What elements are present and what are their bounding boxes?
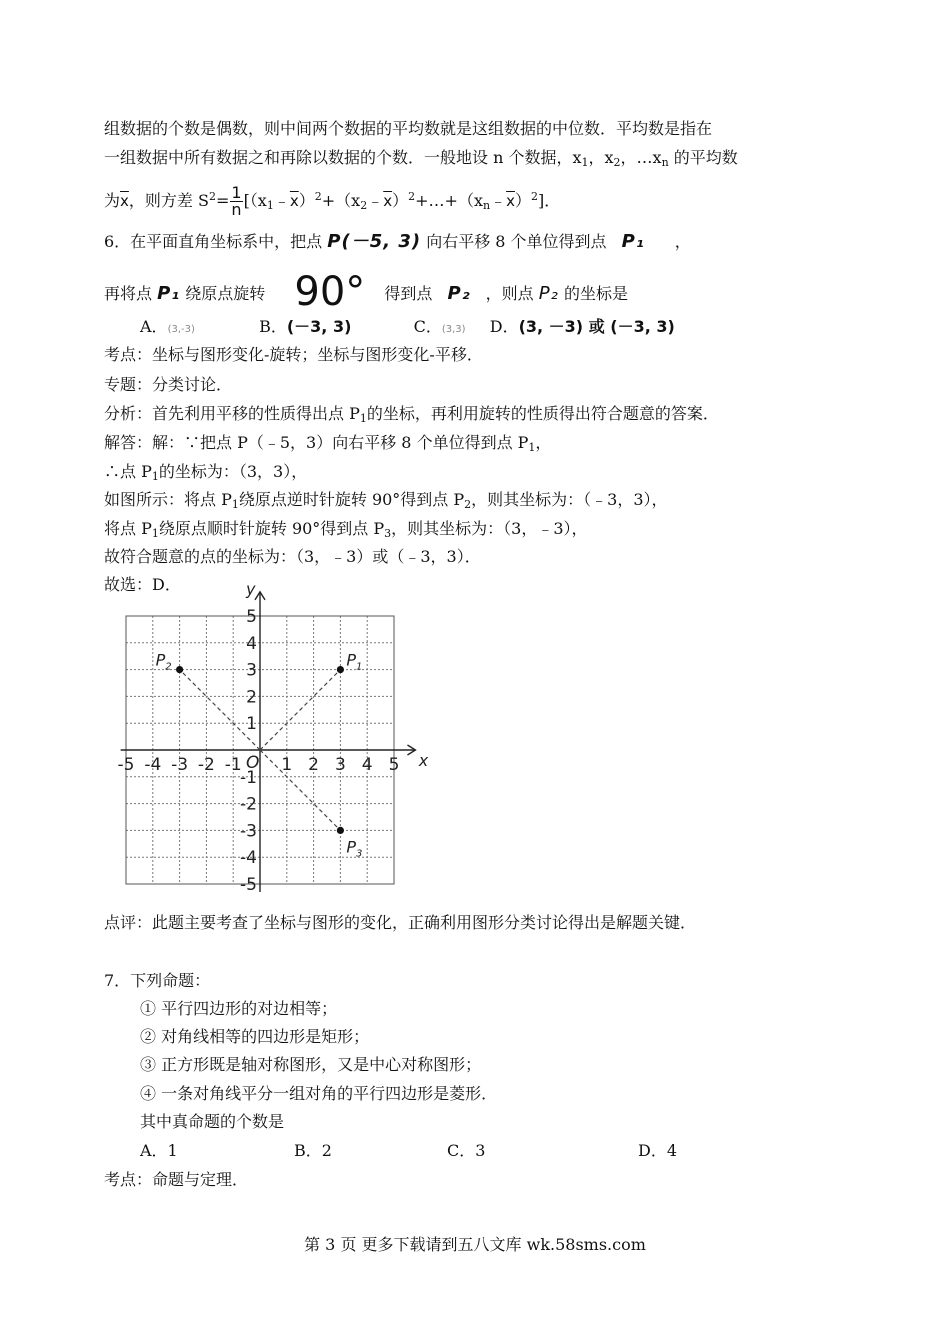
x-tick-label: -2: [197, 755, 215, 775]
point-marker: [337, 666, 344, 673]
x-tick-label: -1: [224, 755, 242, 775]
origin-label: O: [246, 753, 260, 773]
q6-dianping: 点评：此题主要考查了坐标与图形的变化，正确利用图形分类讨论得出是解题关键．: [104, 913, 697, 932]
page-footer: 第 3 页 更多下载请到五八文库 wk.58sms.com: [304, 1235, 646, 1254]
y-tick-label: 5: [246, 607, 257, 627]
point-label: $P_2$: [155, 650, 172, 673]
q6-stem-line-2: 再将点 P₁ 绕原点旋转 90° 得到点 P₂ ，则点 P₂ 的坐标是: [104, 269, 628, 315]
q7-question: 其中真命题的个数是: [140, 1112, 285, 1131]
q6-option-a[interactable]: A．(3,-3): [140, 317, 195, 336]
y-tick-label: -5: [240, 875, 257, 895]
y-tick-label: 4: [246, 633, 257, 654]
x-tick-label: 4: [361, 755, 373, 775]
segment-origin-to-point: [260, 750, 340, 830]
intro-line-1: 组数据的个数是偶数，则中间两个数据的平均数就是这组数据的中位数．平均数是指在: [104, 119, 713, 138]
x-tick-label: 1: [281, 755, 293, 775]
q7-option-b[interactable]: B．2: [294, 1141, 332, 1160]
q6-kaodian: 考点：坐标与图形变化-旋转；坐标与图形变化-平移．: [104, 345, 483, 364]
y-tick-label: 1: [246, 714, 257, 735]
q6-fenxi: 分析：首先利用平移的性质得出点 $P_1$的坐标，再利用旋转的性质得出符合题意的答案．: [104, 404, 719, 425]
q7-title: 7．下列命题：: [104, 971, 211, 990]
q7-option-d[interactable]: D．4: [638, 1141, 678, 1160]
q6-option-c[interactable]: C．(3,3): [413, 317, 466, 336]
point-marker: [176, 666, 183, 673]
x-tick-label: -5: [117, 755, 135, 775]
y-tick-label: 2: [246, 687, 257, 708]
q7-item-2: ② 对角线相等的四边形是矩形；: [140, 1027, 370, 1046]
q6-guxuan: 故选：D．: [104, 575, 181, 594]
x-axis-label: x: [418, 751, 429, 770]
intro-line-2: 一组数据中所有数据之和再除以数据的个数．一般地设 n 个数据，$x_1$，$x_2$，$\dots x_n$ 的平均数: [104, 148, 738, 169]
q6-option-d[interactable]: D．(3, －3) 或 (－3, 3): [489, 317, 675, 336]
q7-item-4: ④ 一条对角线平分一组对角的平行四边形是菱形．: [140, 1084, 498, 1103]
segment-origin-to-point: [180, 670, 260, 750]
y-tick-label: 3: [246, 660, 257, 681]
x-tick-label: 5: [388, 755, 400, 775]
point-marker: [337, 827, 344, 834]
q7-item-3: ③ 正方形既是轴对称图形，又是中心对称图形；: [140, 1055, 482, 1074]
fraction-1-over-n: $\frac{1}{n}$: [231, 183, 242, 219]
point-label: $P_1$: [346, 650, 363, 673]
q7-option-c[interactable]: C．3: [447, 1141, 486, 1160]
x-tick-label: 2: [308, 755, 320, 775]
q7-kaodian: 考点：命题与定理．: [104, 1170, 249, 1189]
x-tick-label: -4: [144, 755, 162, 775]
q7-item-1: ① 平行四边形的对边相等；: [140, 999, 338, 1018]
q6-option-b[interactable]: B．(－3, 3): [259, 317, 352, 336]
point-label: $P_3$: [346, 837, 363, 860]
q7-option-a[interactable]: A．1: [140, 1141, 178, 1160]
variance-formula: 为$\overline{x}$，则方差 $S^2=$ $\frac{1}{n}$ $[(x_1﹣\overline{x})^2+(x_2﹣\overline{x})^2+\dots+(x_n﹣\overline{x})^2]$．: [104, 183, 561, 219]
y-tick-label: -3: [240, 821, 257, 842]
q6-jieda-5: 故符合题意的点的坐标为：（3，﹣3）或（﹣3，3）．: [104, 547, 481, 566]
y-axis-label: y: [246, 579, 256, 599]
q6-jieda-2: ∴点 $P_1$的坐标为：（3，3），: [104, 462, 308, 483]
y-tick-label: -4: [240, 848, 257, 869]
x-tick-label: 3: [334, 755, 346, 775]
y-tick-label: -2: [240, 794, 257, 815]
q6-stem-line-1: 6．在平面直角坐标系中，把点 P(－5, 3) 向右平移 8 个单位得到点 P₁ ，: [104, 231, 691, 252]
q6-options: [140, 314, 675, 343]
q6-jieda-1: 解答：解：∵把点 P（﹣5，3）向右平移 8 个单位得到点 $P_1$，: [104, 433, 552, 454]
q6-jieda-4: 将点 $P_1$绕原点顺时针旋转 90°得到点 $P_3$，则其坐标为：（3，﹣3），: [104, 519, 588, 540]
q6-jieda-3: 如图所示：将点 $P_1$绕原点逆时针旋转 90°得到点 $P_2$，则其坐标为：（﹣3，3），: [104, 490, 668, 511]
y-tick-label: -1: [240, 767, 257, 788]
x-tick-label: -3: [171, 755, 189, 775]
segment-origin-to-point: [260, 670, 340, 750]
q6-zhuanti: 专题：分类讨论．: [104, 375, 233, 394]
